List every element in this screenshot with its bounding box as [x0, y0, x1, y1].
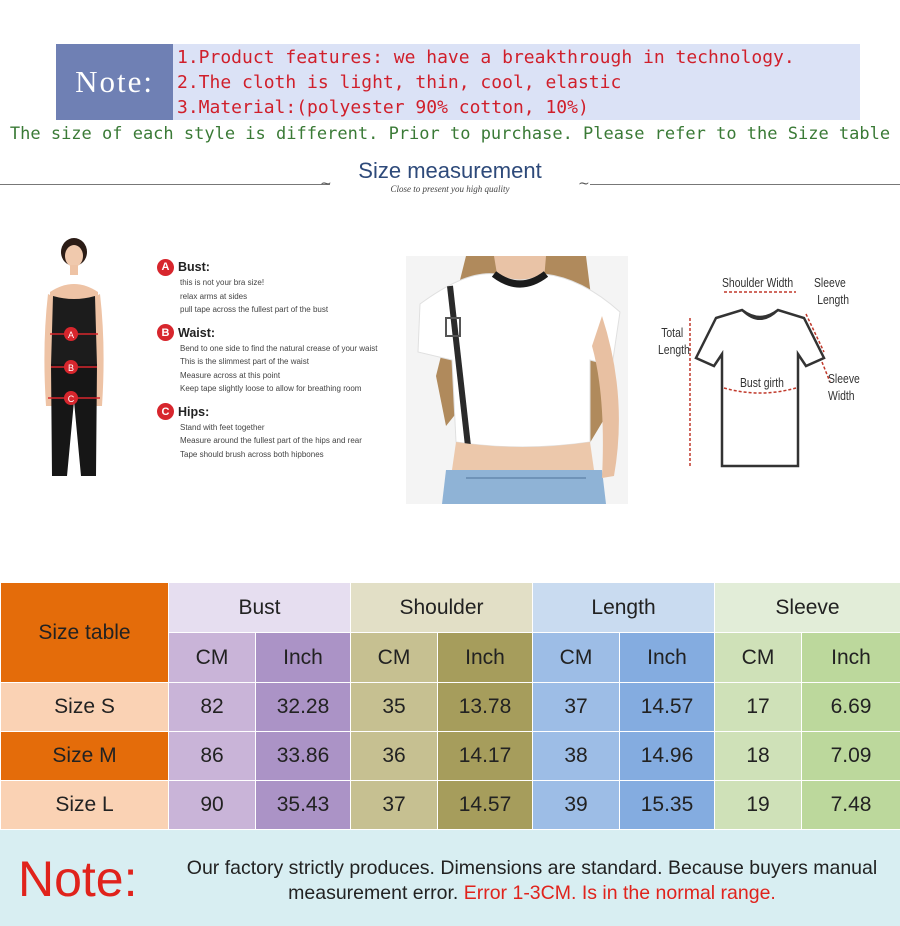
- swirl-ornament-right: ~: [578, 176, 590, 192]
- unit-cm: CM: [715, 633, 802, 683]
- unit-inch: Inch: [620, 633, 715, 683]
- feature-line-2: 2.The cloth is light, thin, cool, elastic: [177, 72, 622, 93]
- heading-title: Size measurement: [358, 158, 542, 183]
- bottom-note-line-1: Our factory strictly produces. Dimensions are standard. Because buyers manual: [186, 857, 878, 879]
- badge-c: C: [157, 403, 174, 420]
- measurement-guide: [157, 258, 407, 468]
- guide-title-hips: Hips:: [178, 404, 210, 419]
- size-notice: The size of each style is different. Prior to purchase. Please refer to the Size table: [9, 124, 891, 144]
- table-cell: 35: [351, 683, 438, 732]
- table-cell: 14.57: [620, 683, 715, 732]
- product-features: [173, 44, 860, 120]
- table-cell: 82: [169, 683, 256, 732]
- bottom-note: [0, 830, 900, 926]
- table-cell: 13.78: [438, 683, 533, 732]
- guide-waist: [157, 324, 407, 396]
- table-cell: 15.35: [620, 781, 715, 830]
- table-cell: 86: [169, 732, 256, 781]
- swirl-ornament-left: ~: [320, 176, 332, 192]
- size-label: Size L: [1, 781, 169, 830]
- label-total-length: Total Length: [658, 325, 690, 357]
- guide-line: Bend to one side to find the natural crease of your waist: [180, 343, 378, 353]
- unit-inch: Inch: [438, 633, 533, 683]
- table-cell: 7.48: [802, 781, 900, 830]
- guide-hips: [157, 403, 407, 462]
- column-group-shoulder: Shoulder: [351, 583, 533, 633]
- unit-inch: Inch: [802, 633, 900, 683]
- table-cell: 90: [169, 781, 256, 830]
- label-shoulder-width: Shoulder Width: [722, 275, 794, 290]
- table-cell: 14.17: [438, 732, 533, 781]
- table-cell: 33.86: [256, 732, 351, 781]
- guide-line: Keep tape slightly loose to allow for breathing room: [180, 384, 362, 393]
- guide-title-bust: Bust:: [178, 260, 210, 274]
- table-row: [1, 781, 900, 830]
- table-cell: 35.43: [256, 781, 351, 830]
- column-group-bust: Bust: [169, 583, 351, 633]
- table-cell: 32.28: [256, 683, 351, 732]
- table-cell: 7.09: [802, 732, 900, 781]
- guide-title-waist: Waist:: [178, 325, 216, 340]
- product-photo: [406, 256, 628, 504]
- table-header-row: [1, 583, 900, 633]
- guide-line: relax arms at sides: [180, 291, 248, 301]
- unit-inch: Inch: [256, 633, 351, 683]
- guide-bust: [157, 258, 407, 317]
- svg-text:B: B: [67, 363, 75, 373]
- label-sleeve-width: Sleeve Width: [828, 371, 860, 403]
- column-group-sleeve: Sleeve: [715, 583, 900, 633]
- table-row: [1, 683, 900, 732]
- table-cell: 39: [533, 781, 620, 830]
- table-cell: 18: [715, 732, 802, 781]
- unit-cm: CM: [533, 633, 620, 683]
- guide-line: Measure across at this point: [180, 370, 281, 380]
- table-cell: 19: [715, 781, 802, 830]
- guide-line: This is the slimmest part of the waist: [180, 357, 309, 366]
- size-label: Size M: [1, 732, 169, 781]
- tshirt-measurement-diagram: [646, 270, 876, 480]
- table-cell: 37: [351, 781, 438, 830]
- bottom-note-text: [176, 856, 888, 906]
- table-cell: 14.96: [620, 732, 715, 781]
- unit-cm: CM: [351, 633, 438, 683]
- guide-line: Tape should brush across both hipbones: [180, 449, 324, 459]
- feature-line-3: 3.Material:(polyester 90% cotton, 10%): [177, 97, 589, 118]
- svg-text:A: A: [67, 330, 75, 340]
- size-table: [0, 582, 900, 830]
- table-cell: 17: [715, 683, 802, 732]
- bottom-note-label: Note:: [18, 851, 138, 907]
- guide-line: Measure around the fullest part of the hips and rear: [180, 436, 362, 445]
- table-cell: 6.69: [802, 683, 900, 732]
- table-corner-label: Size table: [1, 583, 169, 683]
- bottom-note-line-2: measurement error. Error 1-3CM. Is in the normal range.: [288, 882, 776, 904]
- unit-cm: CM: [169, 633, 256, 683]
- size-label: Size S: [1, 683, 169, 732]
- svg-text:C: C: [67, 394, 75, 404]
- column-group-length: Length: [533, 583, 715, 633]
- model-figure: [26, 236, 122, 480]
- error-range-text: Error 1-3CM. Is in the normal range.: [463, 882, 776, 904]
- table-cell: 37: [533, 683, 620, 732]
- table-cell: 14.57: [438, 781, 533, 830]
- guide-line: Stand with feet together: [180, 422, 265, 432]
- table-row: [1, 732, 900, 781]
- feature-line-1: 1.Product features: we have a breakthrough in technology.: [177, 47, 795, 68]
- label-bust-girth: Bust girth: [740, 375, 784, 390]
- label-sleeve-length: Sleeve Length: [814, 275, 850, 307]
- table-cell: 36: [351, 732, 438, 781]
- badge-b: B: [157, 324, 174, 341]
- table-cell: 38: [533, 732, 620, 781]
- note-label: Note:: [56, 44, 173, 120]
- guide-line: this is not your bra size!: [180, 278, 265, 287]
- section-heading: [0, 156, 900, 200]
- guide-line: pull tape across the fullest part of the bust: [180, 305, 329, 314]
- badge-a: A: [157, 259, 174, 276]
- heading-subtitle: Close to present you high quality: [390, 184, 510, 194]
